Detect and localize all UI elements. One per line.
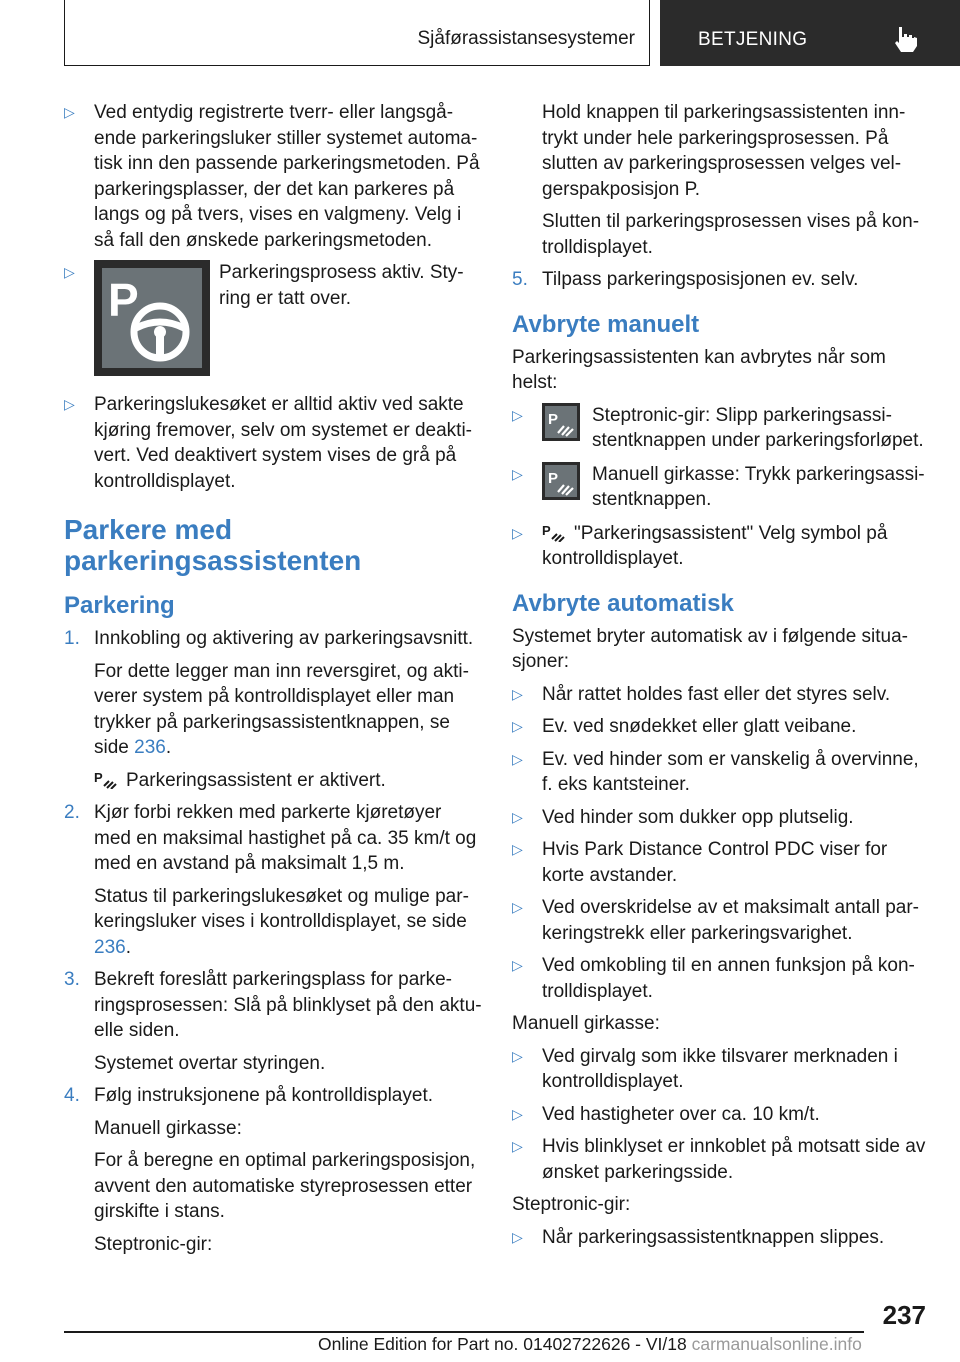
step-item: 3. Bekreft foreslått parkeringsplass for parkeringsprosessen: Slå på blinklyset på den aktuelle siden. bbox=[64, 969, 482, 1041]
list-item: ▷ Ved entydig registrerte tverr- eller langsgående parkeringsluker stiller systemet automatisk inn den passende parkeringsmetoden. På parkeringsplasser, der det kan parkeres på langs og på tvers, vises en valgmeny. Velg i så fall den ønskede parkeringsmetoden. bbox=[64, 102, 480, 251]
subsection-heading: Parkering bbox=[64, 592, 175, 619]
list-item: ▷ Når rattet holdes fast eller det styres selv. bbox=[512, 683, 891, 705]
svg-text:P: P bbox=[548, 469, 559, 487]
list-item: ▷ Ved omkobling til en annen funksjon på kontrolldisplayet. bbox=[512, 955, 915, 1002]
parking-button-icon bbox=[542, 403, 580, 441]
step-note: For å beregne en optimal parkeringsposisjon, avvent den automatiske styreprosessen etter girskifte i stans. bbox=[94, 1150, 476, 1222]
section-heading: Parkere med parkeringsassistenten bbox=[64, 514, 362, 576]
step-note: Hold knappen til parkeringsassistenten inntrykt under hele parkeringsprosessen. På slutten av parkeringsprosessen velges velgerspakposisjon P. bbox=[542, 102, 906, 200]
page-link[interactable]: 236 bbox=[134, 737, 166, 758]
step-item: 1. Innkobling og aktivering av parkeringsavsnitt. bbox=[64, 628, 474, 649]
subsection-heading: Avbryte automatisk bbox=[512, 589, 734, 617]
footer-text: Online Edition for Part no. 01402722626 - VI/18 carmanualsonline.info bbox=[318, 1334, 862, 1354]
bullet-marker: ▷ bbox=[64, 104, 75, 120]
subsection-heading: Avbryte manuelt bbox=[512, 310, 700, 338]
list-item: ▷ P Parkeringsprosess aktiv. Styring er tatt over. bbox=[64, 260, 482, 382]
svg-text:P: P bbox=[548, 410, 559, 428]
list-item: ▷ Ved hastigheter over ca. 10 km/t. bbox=[512, 1103, 820, 1125]
step-item: 2. Kjør forbi rekken med parkerte kjøretøyer med en maksimal hastighet på ca. 35 km/t og med en avstand på maksimalt 1,5 m. bbox=[64, 802, 477, 874]
chapter-title: BETJENING bbox=[698, 29, 808, 50]
step-note: P Parkeringsassistent er aktivert. bbox=[94, 769, 386, 791]
svg-text:P: P bbox=[108, 274, 139, 326]
bullet-marker: ▷ bbox=[64, 396, 75, 412]
step-item: 4. Følg instruksjonene på kontrolldisplayet. bbox=[64, 1085, 434, 1106]
parking-assistant-icon bbox=[94, 769, 120, 789]
list-item: ▷ Ved girvalg som ikke tilsvarer merknaden i kontrolldisplayet. bbox=[512, 1045, 898, 1092]
step-note: For dette legger man inn reversgiret, og aktiverer system på kontrolldisplayet eller man trykker på parkeringsassistentknappen, se side 236. bbox=[94, 660, 469, 758]
page-header bbox=[64, 0, 960, 66]
step-note: Slutten til parkeringsprosessen vises på kontrolldisplayet. bbox=[542, 211, 920, 258]
svg-text:P: P bbox=[94, 769, 103, 785]
section-tab bbox=[64, 0, 650, 66]
list-item: ▷ Ved hinder som dukker opp plutselig. bbox=[512, 806, 854, 828]
page-link[interactable]: 236 bbox=[94, 936, 126, 958]
bullet-marker: ▷ bbox=[512, 465, 523, 482]
watermark: carmanualsonline.info bbox=[691, 1334, 862, 1354]
bullet-marker: ▷ bbox=[512, 524, 523, 541]
list-item: ▷ P "Parkeringsassistent" Velg symbol på kontrolldisplayet. bbox=[512, 522, 888, 569]
page-number: 237 bbox=[882, 1300, 926, 1330]
parking-assistant-icon bbox=[542, 522, 568, 542]
list-item: ▷ Hvis Park Distance Control PDC viser for korte avstander. bbox=[512, 839, 888, 886]
list-item: ▷ P Steptronic-gir: Slipp parkeringsassistentknappen under parkeringsforløpet. bbox=[512, 404, 924, 451]
step-item: 5. Tilpass parkeringsposisjonen ev. selv. bbox=[512, 269, 859, 290]
parking-button-icon bbox=[542, 462, 580, 500]
svg-text:P: P bbox=[542, 522, 551, 538]
list-item: ▷ Parkeringslukesøket er alltid aktiv ved sakte kjøring fremover, selv om systemet er deaktivert. Ved deaktivert system vises de grå på kontrolldisplayet. bbox=[64, 394, 472, 492]
step-note: Steptronic-gir: bbox=[94, 1233, 213, 1255]
step-note: Manuell girkasse: bbox=[94, 1117, 242, 1139]
step-note: Systemet overtar styringen. bbox=[94, 1052, 326, 1074]
footer-divider bbox=[64, 1331, 864, 1333]
pointing-hand-icon bbox=[892, 25, 918, 53]
bullet-marker: ▷ bbox=[64, 264, 75, 280]
left-column bbox=[64, 100, 482, 1264]
section-title: Sjåførassistansesystemer bbox=[417, 28, 635, 49]
list-item: ▷ Hvis blinklyset er innkoblet på motsatt side av ønsket parkeringsside. bbox=[512, 1136, 926, 1183]
list-item: ▷ Ev. ved snødekket eller glatt veibane. bbox=[512, 716, 857, 737]
bullet-marker: ▷ bbox=[512, 406, 523, 423]
list-item: ▷ Når parkeringsassistentknappen slippes. bbox=[512, 1226, 885, 1248]
chapter-tab bbox=[660, 0, 960, 66]
list-item: ▷ Ved overskridelse av et maksimalt antall parkeringstrekk eller parkeringsvarighet. bbox=[512, 897, 919, 944]
parking-steering-icon bbox=[94, 260, 210, 376]
step-note: Status til parkeringslukesøket og mulige parkeringsluker vises i kontrolldisplayet, se side 236. bbox=[94, 885, 469, 958]
right-column: Hold knappen til parkeringsassistenten inntrykt under hele parkeringsprosessen. På slutten av parkeringsprosessen velges velgerspakposisjon P. Slutten til parkeringsprosessen vises på kontrolldisplayet. 5. Tilpass parkeringsposisjonen ev. selv. Avbryte manuelt Parkeringsassistenten kan avbrytes når som helst: ▷ P Steptronic-gir: Slipp parkeringsassistentknappen under parkeringsforløpet. ▷ P Manuell girkasse: Trykk parkeringsassistentknappen. ▷ P "Parkeringsassistent" Velg symbol på kontrolldisplayet. Avbryte automatisk Systemet bryter automatisk av i følgende situasjoner: ▷ Når rattet holdes fast eller det styres selv. ▷ Ev. ved snødekket eller glatt veibane. ▷ Ev. ved hinder som er vanskelig å overvinne, f. eks kantsteiner. ▷ Ved hinder som dukker opp plutselig. ▷ Hvis Park Distance Control PDC viser for korte avstander. ▷ Ved overskridelse av et maksimalt antall parkeringstrekk eller parkeringsvarighet. ▷ Ved omkobling til en annen funksjon på kontrolldisplayet. Manuell girkasse: ▷ Ved girvalg som ikke tilsvarer merknaden i kontrolldisplayet. ▷ Ved hastigheter over ca. 10 km/t. ▷ Hvis blinklyset er innkoblet på motsatt side av ønsket parkeringsside. Steptronic-gir: ▷ Når parkeringsassistentknappen slippes. bbox=[512, 100, 932, 1257]
list-item: ▷ Ev. ved hinder som er vanskelig å overvinne, f. eks kantsteiner. bbox=[512, 748, 919, 795]
list-item: ▷ P Manuell girkasse: Trykk parkeringsassistentknappen. bbox=[512, 463, 925, 510]
